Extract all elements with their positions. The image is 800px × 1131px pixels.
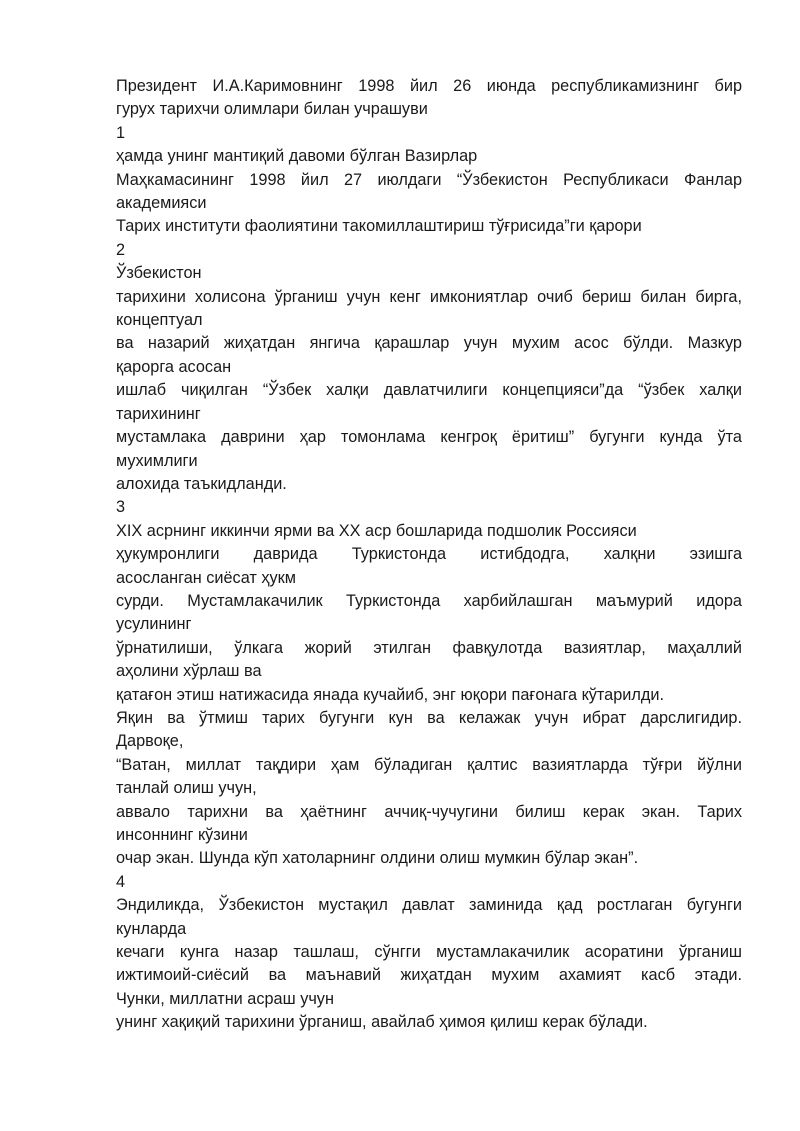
text-line: ишлаб чиқилган “Ўзбек халқи давлатчилиги концепцияси”да “ўзбек халқи <box>116 381 742 400</box>
text-line: усулининг <box>116 615 192 634</box>
text-line: гурух тарихчи олимлари билан учрашуви <box>116 100 428 119</box>
text-line: академияси <box>116 194 207 213</box>
text-line: Тарих институти фаолиятини такомиллаштириш тўғрисида”ги қарори <box>116 217 642 236</box>
text-line: алохида таъкидланди. <box>116 474 287 493</box>
text-line: унинг хақиқий тарихини ўрганиш, авайлаб ҳимоя қилиш керак бўлади. <box>116 1013 648 1032</box>
text-line: ҳукумронлиги даврида Туркистонда истибдодга, халқни эзишга <box>116 545 742 564</box>
text-line: ва назарий жиҳатдан янгича қарашлар учун мухим асос бўлди. Мазкур <box>116 334 742 353</box>
text-line: Чунки, миллатни асраш учун <box>116 989 334 1008</box>
text-line: мустамлака даврини ҳар томонлама кенгроқ ёритиш” бугунги кунда ўта <box>116 428 742 447</box>
text-line: инсоннинг кўзини <box>116 826 248 844</box>
text-line: қатағон этиш натижасида янада кучайиб, энг юқори пағонага кўтарилди. <box>116 685 664 704</box>
text-line: мухимлиги <box>116 451 198 470</box>
text-line: ўрнатилиши, ўлкага жорий этилган фавқулотда вазиятлар, маҳаллий <box>116 638 742 657</box>
text-line: қарорга асосан <box>116 357 232 376</box>
text-line: Президент И.А.Каримовнинг 1998 йил 26 июнда республикамизнинг бир <box>116 77 742 95</box>
text-line: концептуал <box>116 311 203 330</box>
footnote-number: 1 <box>116 123 126 142</box>
text-line: аввало тарихни ва ҳаётнинг аччиқ-чучугини билиш керак экан. Тарих <box>116 802 742 821</box>
text-line: очар экан. Шунда кўп хатоларнинг олдини олиш мумкин бўлар экан”. <box>116 849 639 868</box>
text-line: кечаги кунга назар ташлаш, сўнгги мустамлакачилик асоратини ўрганиш <box>116 943 742 962</box>
footnote-number: 3 <box>116 498 126 517</box>
text-line: асосланган сиёсат ҳукм <box>116 568 296 587</box>
text-line: Ўзбекистон <box>116 264 202 283</box>
text-line: Дарвоқе, <box>116 732 184 751</box>
text-line: Эндиликда, Ўзбекистон мустақил давлат заминида қад ростлаган бугунги <box>116 896 742 915</box>
document-body <box>116 75 742 1035</box>
text-line: тарихини холисона ўрганиш учун кенг имкониятлар очиб бериш билан бирга, <box>116 287 742 306</box>
footnote-number: 4 <box>116 872 126 891</box>
text-line: Яқин ва ўтмиш тарих бугунги кун ва келажак учун ибрат дарслигидир. <box>116 708 742 727</box>
text-line: XIX асрнинг иккинчи ярми ва XX аср бошларида подшолик Россияси <box>116 521 637 540</box>
text-line: ижтимоий-сиёсий ва маънавий жиҳатдан мухим ахамият касб этади. <box>116 966 742 985</box>
text-line: Маҳкамасининг 1998 йил 27 июлдаги “Ўзбекистон Республикаси Фанлар <box>116 170 742 189</box>
text-line: аҳолини хўрлаш ва <box>116 662 262 681</box>
text-line: тарихининг <box>116 404 201 423</box>
text-line: танлай олиш учун, <box>116 779 257 798</box>
text-line: сурди. Мустамлакачилик Туркистонда харбийлашган маъмурий идора <box>116 591 742 610</box>
text-line: “Ватан, миллат тақдири ҳам бўладиган қалтис вазиятларда тўғри йўлни <box>116 755 742 774</box>
text-line: кунларда <box>116 919 187 938</box>
footnote-number: 2 <box>116 240 126 259</box>
text-line: ҳамда унинг мантиқий давоми бўлган Вазирлар <box>116 147 478 166</box>
